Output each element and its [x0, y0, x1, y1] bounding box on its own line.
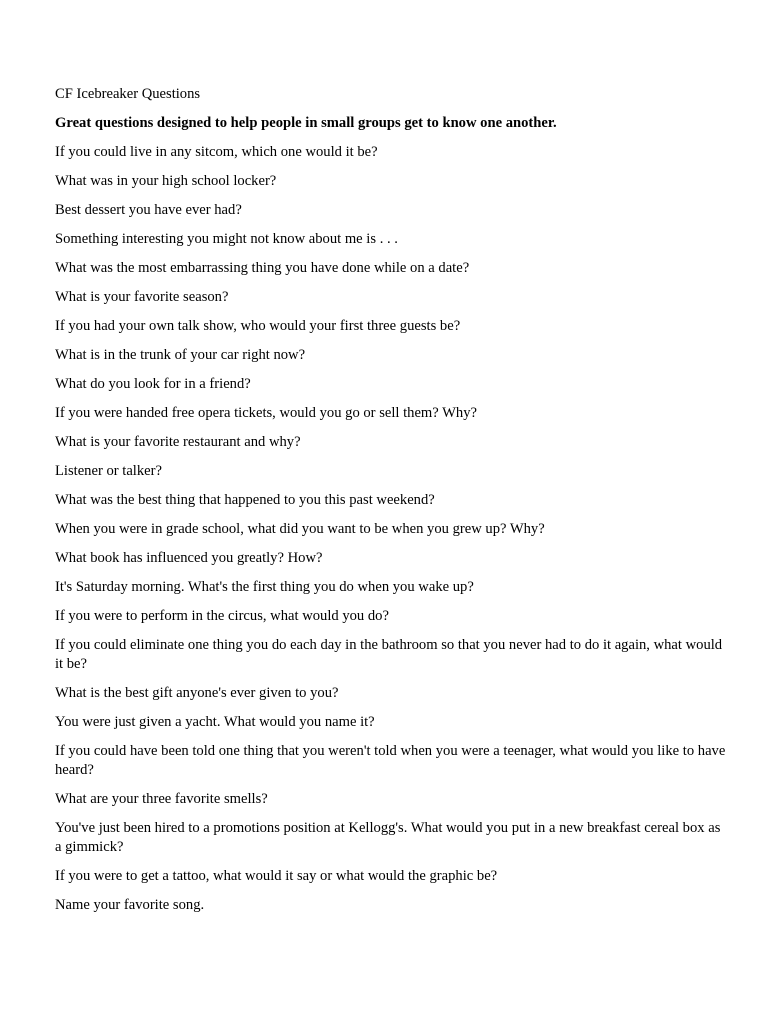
question-list: [55, 143, 727, 915]
question-item: It's Saturday morning. What's the first thing you do when you wake up?: [55, 579, 474, 595]
question-item: You've just been hired to a promotions position at Kellogg's. What would you put in a new breakfast cereal box as a gimmick?: [55, 820, 721, 855]
question-item: Best dessert you have ever had?: [55, 202, 242, 218]
question-item: If you could eliminate one thing you do each day in the bathroom so that you never had to do it again, what would it be?: [55, 637, 723, 672]
question-item: What was in your high school locker?: [55, 173, 277, 189]
question-item: What is the best gift anyone's ever given to you?: [55, 685, 339, 701]
question-item: If you could have been told one thing that you weren't told when you were a teenager, what would you like to have heard?: [55, 743, 726, 778]
question-item: If you were to perform in the circus, what would you do?: [55, 608, 389, 624]
question-item: When you were in grade school, what did you want to be when you grew up? Why?: [55, 521, 545, 537]
question-item: You were just given a yacht. What would you name it?: [55, 714, 375, 730]
question-item: What do you look for in a friend?: [55, 376, 251, 392]
document-page: [55, 85, 727, 925]
question-item: What was the best thing that happened to you this past weekend?: [55, 492, 435, 508]
question-item: If you could live in any sitcom, which one would it be?: [55, 144, 378, 160]
question-item: Something interesting you might not know about me is . . .: [55, 231, 398, 247]
question-item: If you had your own talk show, who would your first three guests be?: [55, 318, 461, 334]
question-item: Listener or talker?: [55, 463, 162, 479]
document-subtitle: Great questions designed to help people in small groups get to know one another.: [55, 115, 557, 131]
document-title: CF Icebreaker Questions: [55, 86, 201, 102]
question-item: What is your favorite season?: [55, 289, 229, 305]
question-item: What book has influenced you greatly? How?: [55, 550, 323, 566]
question-item: What is in the trunk of your car right now?: [55, 347, 306, 363]
question-item: What is your favorite restaurant and why?: [55, 434, 301, 450]
question-item: What was the most embarrassing thing you have done while on a date?: [55, 260, 470, 276]
question-item: What are your three favorite smells?: [55, 791, 268, 807]
question-item: If you were handed free opera tickets, would you go or sell them? Why?: [55, 405, 477, 421]
question-item: If you were to get a tattoo, what would it say or what would the graphic be?: [55, 868, 498, 884]
question-item: Name your favorite song.: [55, 897, 205, 913]
